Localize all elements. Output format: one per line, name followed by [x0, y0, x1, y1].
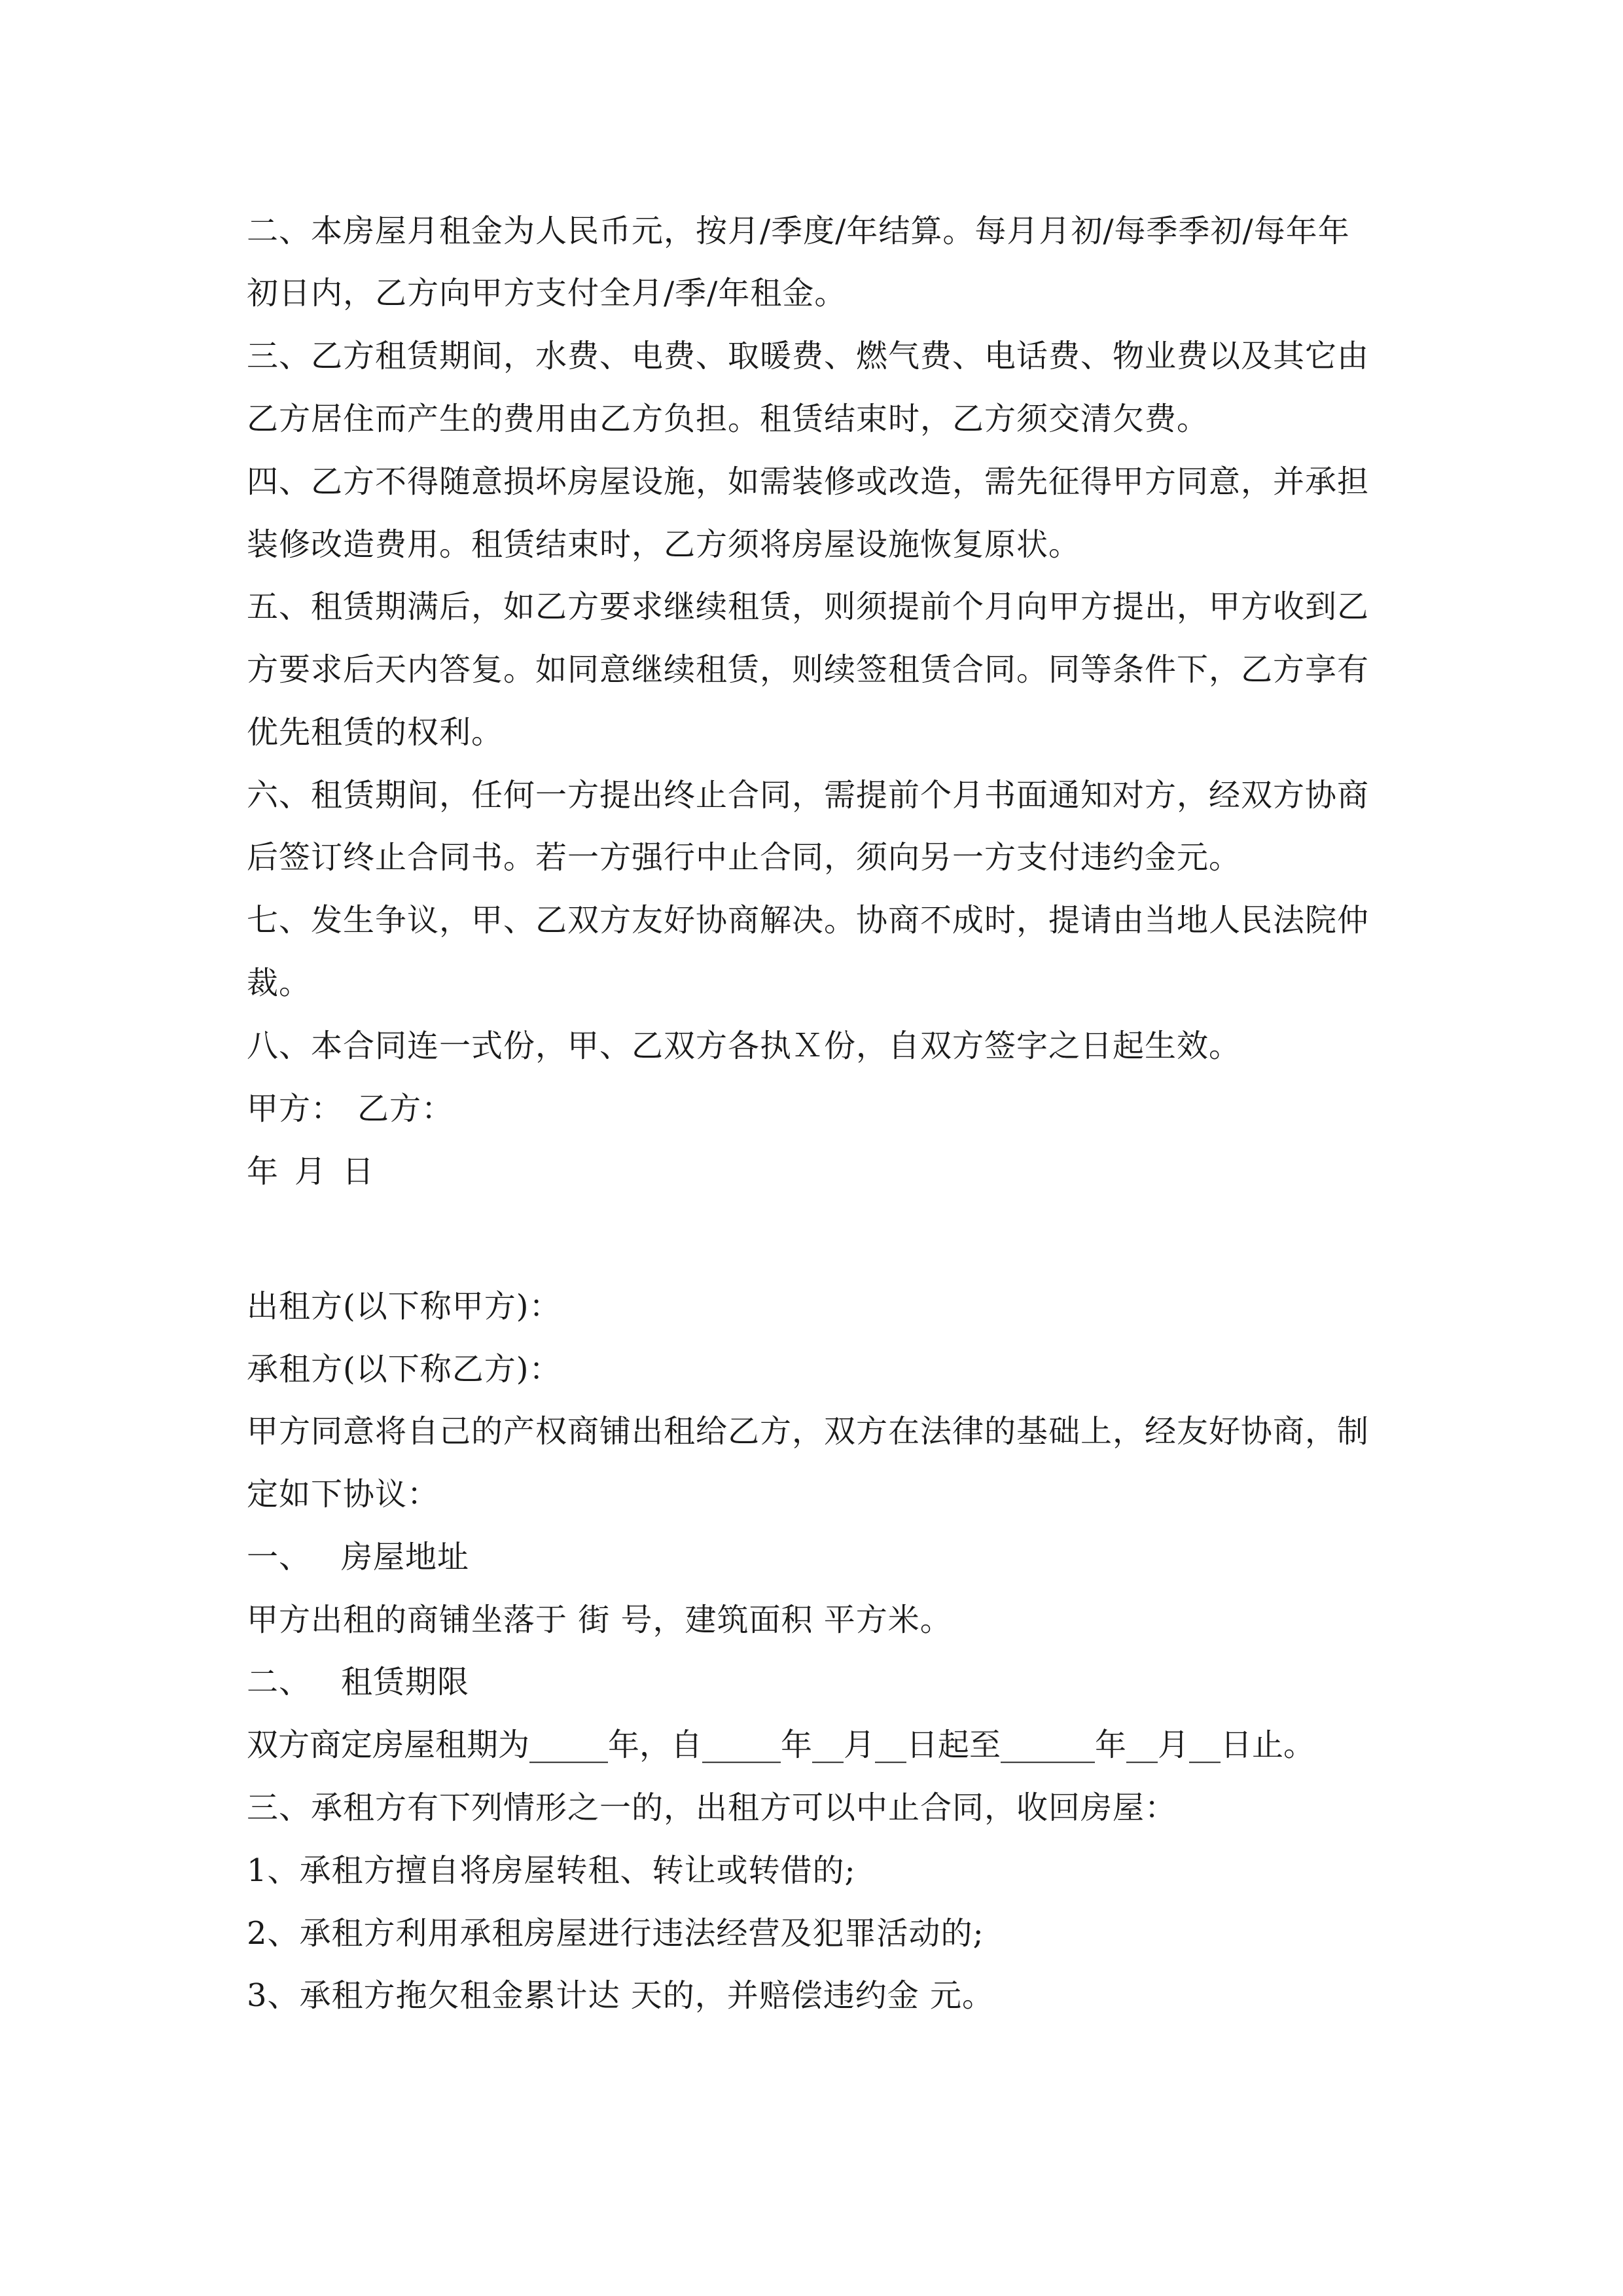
- clause-6-line-1: 六、租赁期间，任何一方提出终止合同，需提前个月书面通知对方，经双方协商: [247, 777, 1370, 814]
- party-b-label: 乙方：: [357, 1090, 454, 1127]
- clause-7-line-2: 裁。: [247, 965, 312, 1001]
- clause-2-line-2: 初日内，乙方向甲方支付全月/季/年租金。: [247, 275, 847, 312]
- date-month: 月: [294, 1153, 327, 1190]
- section-2-number: 二、: [247, 1664, 312, 1700]
- address-line: 甲方出租的商铺坐落于 街 号，建筑面积 平方米。: [247, 1602, 952, 1638]
- date-day: 日: [342, 1153, 375, 1190]
- clause-5-line-1: 五、租赁期满后，如乙方要求继续租赁，则须提前个月向甲方提出，甲方收到乙: [247, 588, 1370, 625]
- section-3-item-1: 1、承租方擅自将房屋转租、转让或转借的;: [247, 1852, 856, 1889]
- party-a-label: 甲方：: [247, 1090, 344, 1127]
- clause-2-line-1: 二、本房屋月租金为人民币元，按月/季度/年结算。每月月初/每季季初/每年年: [247, 213, 1350, 249]
- clause-4-line-1: 四、乙方不得随意损坏房屋设施，如需装修或改造，需先征得甲方同意，并承担: [247, 463, 1370, 500]
- lease-term-line: 双方商定房屋租期为_____年，自_____年__月__日起至______年__月__日止。: [247, 1727, 1315, 1763]
- intro-line-2: 定如下协议：: [247, 1476, 440, 1513]
- clause-4-line-2: 装修改造费用。租赁结束时，乙方须将房屋设施恢复原状。: [247, 526, 1081, 563]
- lessee-line: 承租方(以下称乙方)：: [247, 1351, 562, 1388]
- clause-7-line-1: 七、发生争议，甲、乙双方友好协商解决。协商不成时，提请由当地人民法院仲: [247, 902, 1370, 939]
- section-2-heading: [247, 1662, 469, 1702]
- section-2-title: 租赁期限: [341, 1664, 470, 1700]
- date-year: 年: [247, 1153, 279, 1190]
- section-1-title: 房屋地址: [341, 1539, 470, 1575]
- clause-5-line-3: 优先租赁的权利。: [247, 714, 504, 751]
- clause-5-line-2: 方要求后天内答复。如同意继续租赁，则续签租赁合同。同等条件下，乙方享有: [247, 651, 1370, 688]
- clause-3-line-2: 乙方居住而产生的费用由乙方负担。租赁结束时，乙方须交清欠费。: [247, 401, 1209, 437]
- section-1-heading: [247, 1537, 469, 1577]
- clause-3-line-1: 三、乙方租赁期间，水费、电费、取暖费、燃气费、电话费、物业费以及其它由: [247, 338, 1370, 374]
- signature-parties: [247, 1089, 454, 1128]
- clause-8: 八、本合同连一式份，甲、乙双方各执Ｘ份，自双方签字之日起生效。: [247, 1028, 1241, 1064]
- intro-line-1: 甲方同意将自己的产权商铺出租给乙方，双方在法律的基础上，经友好协商，制: [247, 1413, 1370, 1450]
- signature-date: [247, 1152, 374, 1191]
- section-3-heading: 三、承租方有下列情形之一的，出租方可以中止合同，收回房屋：: [247, 1789, 1177, 1826]
- section-3-item-2: 2、承租方利用承租房屋进行违法经营及犯罪活动的;: [247, 1915, 984, 1952]
- section-3-item-3: 3、承租方拖欠租金累计达 天的，并赔偿违约金 元。: [247, 1977, 995, 2014]
- clause-6-line-2: 后签订终止合同书。若一方强行中止合同，须向另一方支付违约金元。: [247, 839, 1241, 876]
- section-1-number: 一、: [247, 1539, 312, 1575]
- lessor-line: 出租方(以下称甲方)：: [247, 1288, 562, 1325]
